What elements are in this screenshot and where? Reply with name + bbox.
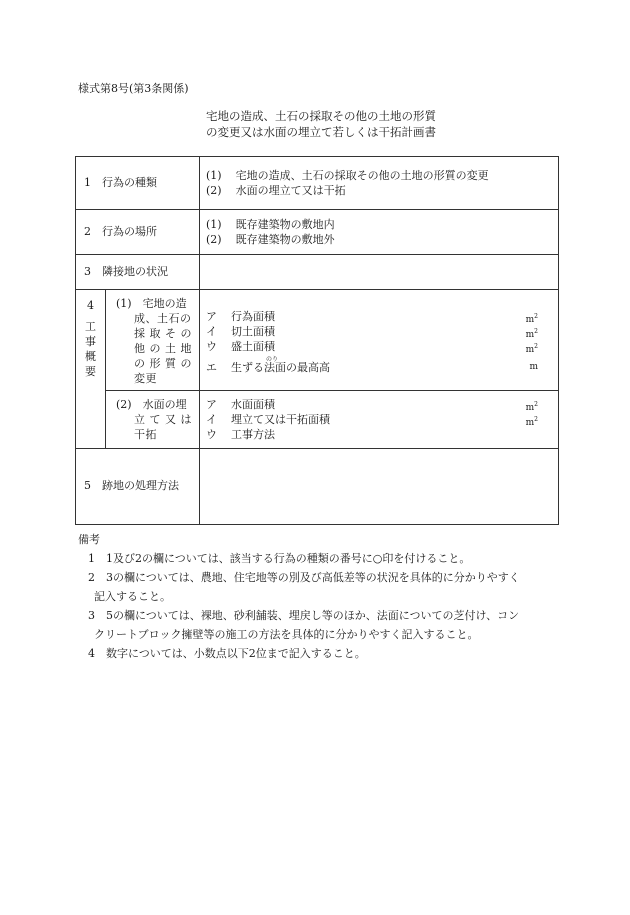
label-activity-location: 2 行為の場所 [76, 210, 200, 255]
label-activity-type: 1 行為の種類 [76, 157, 200, 210]
form-number: 様式第8号(第3条関係) [78, 82, 189, 95]
unit-meter: m [529, 362, 538, 372]
note-item-2: 2 3の欄については、農地、住宅地等の別及び高低差等の状況を具体的に分かりやすく [88, 571, 520, 584]
note-item-1: 1 1及び2の欄については、該当する行為の種類の番号に○印を付けること。 [88, 552, 471, 565]
unit-sqm: $m^2$ [525, 416, 538, 428]
activity-type-option-1: (1) 宅地の造成、土石の採取その他の土地の形質の変更 [206, 169, 489, 182]
note-item-2-cont: 記入すること。 [94, 590, 171, 603]
row-site-disposal [76, 449, 559, 525]
notes-section [78, 530, 558, 663]
note-item-3: 3 5の欄については、裸地、砂利舗装、埋戻し等のほか、法面についての芝付け、コン [88, 609, 520, 622]
location-option-1: (1) 既存建築物の敷地内 [206, 218, 335, 231]
value-adjacent-land[interactable] [200, 255, 559, 290]
activity-type-option-2: (2) 水面の埋立て又は干拓 [206, 184, 346, 197]
item-slope-max-height: エ 生ずる のり 法面の最高高 m [206, 360, 538, 375]
ruby-nori: のり [266, 356, 279, 363]
note-item-4: 4 数字については、小数点以下2位まで記入すること。 [88, 647, 366, 660]
row-adjacent-land [76, 255, 559, 290]
unit-sqm: $m^2$ [525, 401, 538, 413]
label-site-disposal: 5 跡地の処理方法 [76, 449, 200, 525]
title-line-2: の変更又は水面の埋立て若しくは干拓計画書 [206, 125, 436, 139]
unit-sqm: $m^2$ [525, 328, 538, 340]
note-item-3-cont: クリートブロック擁壁等の施工の方法を具体的に分かりやすく記入すること。 [94, 628, 479, 641]
item-reclaim-area: イ 埋立て又は干拓面積 $m^2$ [206, 413, 538, 428]
notes-heading: 備考 [78, 533, 100, 546]
item-cut-area: イ 切土面積 $m^2$ [206, 325, 538, 340]
value-activity-location[interactable] [200, 210, 559, 255]
item-water-area: ア 水面面積 $m^2$ [206, 398, 538, 413]
page-title [206, 108, 436, 140]
label-land-development: (1) 宅地の造 成、土石の 採 取 そ の 他 の 土 地 の 形 質 の 変更 [106, 290, 200, 391]
item-activity-area: ア 行為面積 $m^2$ [206, 310, 538, 325]
label-reclamation: (2) 水面の埋 立 て 又 は 干拓 [106, 391, 200, 449]
value-land-development[interactable] [200, 290, 559, 391]
title-line-1: 宅地の造成、土石の採取その他の土地の形質 [206, 109, 436, 123]
value-reclamation[interactable] [200, 391, 559, 449]
row-activity-location [76, 210, 559, 255]
value-activity-type[interactable] [200, 157, 559, 210]
unit-sqm: $m^2$ [525, 313, 538, 325]
value-site-disposal[interactable] [200, 449, 559, 525]
plan-form-table [75, 156, 559, 525]
row-activity-type [76, 157, 559, 210]
row-work-summary-development [76, 290, 559, 391]
row-work-summary-reclamation [76, 391, 559, 449]
location-option-2: (2) 既存建築物の敷地外 [206, 233, 335, 246]
item-work-method: ウ 工事方法 [206, 428, 275, 441]
unit-sqm: $m^2$ [525, 343, 538, 355]
label-adjacent-land: 3 隣接地の状況 [76, 255, 200, 290]
item-fill-area: ウ 盛土面積 $m^2$ [206, 340, 538, 355]
label-work-summary: 4 工 事 概 要 [76, 290, 106, 449]
